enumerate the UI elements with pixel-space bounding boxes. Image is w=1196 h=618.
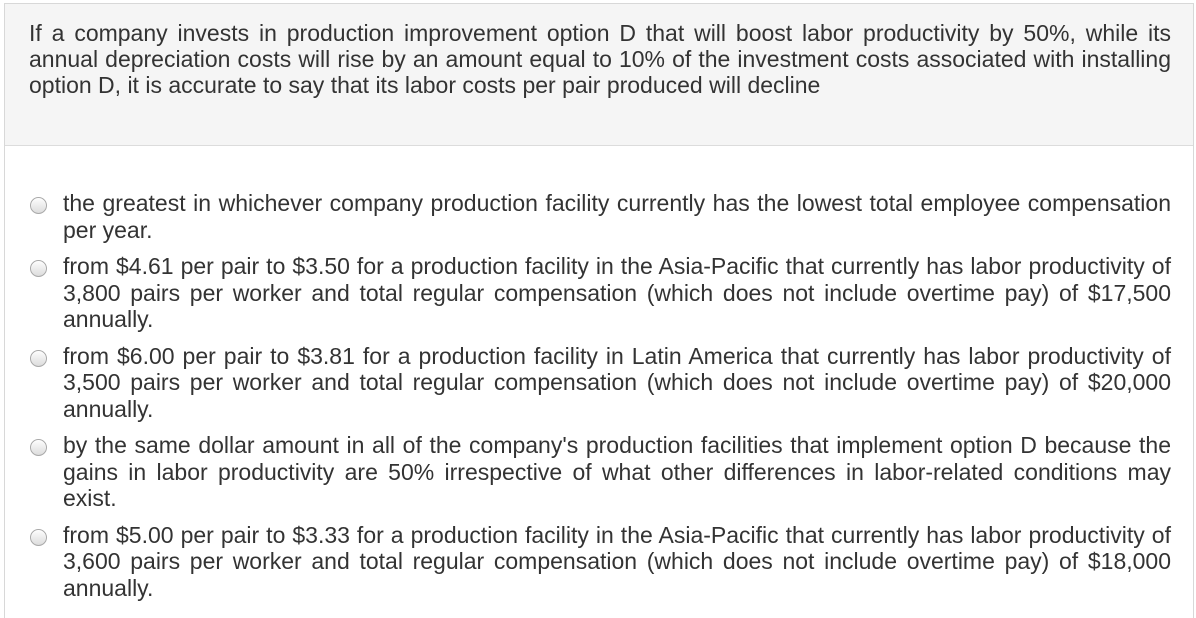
question-panel	[5, 4, 1193, 146]
radio-button-icon[interactable]	[30, 439, 47, 456]
radio-button-icon[interactable]	[30, 529, 47, 546]
answer-option-5[interactable]	[5, 522, 1193, 602]
radio-button-icon[interactable]	[30, 260, 47, 277]
radio-button-icon[interactable]	[30, 350, 47, 367]
answer-options	[5, 190, 1193, 611]
answer-option-1[interactable]	[5, 190, 1193, 243]
answer-option-2[interactable]	[5, 253, 1193, 333]
answer-option-label: from $4.61 per pair to $3.50 for a production facility in the Asia-Pacific that currently has labor productivity of 3,800 pairs per worker and total regular compensation (which does not include overtime pay) of $17,500 annually.	[63, 253, 1171, 332]
answer-option-3[interactable]	[5, 343, 1193, 423]
question-text: If a company invests in production improvement option D that will boost labor productivity by 50%, while its annual depreciation costs will rise by an amount equal to 10% of the investment costs associated with installing option D, it is accurate to say that its labor costs per pair produced will decline	[29, 20, 1171, 98]
answer-option-label: from $5.00 per pair to $3.33 for a production facility in the Asia-Pacific that currently has labor productivity of 3,600 pairs per worker and total regular compensation (which does not include overtime pay) of $18,000 annually.	[63, 521, 1171, 601]
answer-option-label: from $6.00 per pair to $3.81 for a production facility in Latin America that currently has labor productivity of 3,500 pairs per worker and total regular compensation (which does not include overtime pay) of $20,000 annually.	[63, 342, 1171, 422]
answer-option-4[interactable]	[5, 432, 1193, 512]
radio-button-icon[interactable]	[30, 197, 47, 214]
question-card	[4, 3, 1194, 618]
answer-option-label: by the same dollar amount in all of the company's production facilities that implement option D because the gains in labor productivity are 50% irrespective of what other differences in labor-related conditions may exist.	[63, 432, 1171, 511]
answer-option-label: the greatest in whichever company production facility currently has the lowest total employee compensation per year.	[63, 190, 1171, 243]
